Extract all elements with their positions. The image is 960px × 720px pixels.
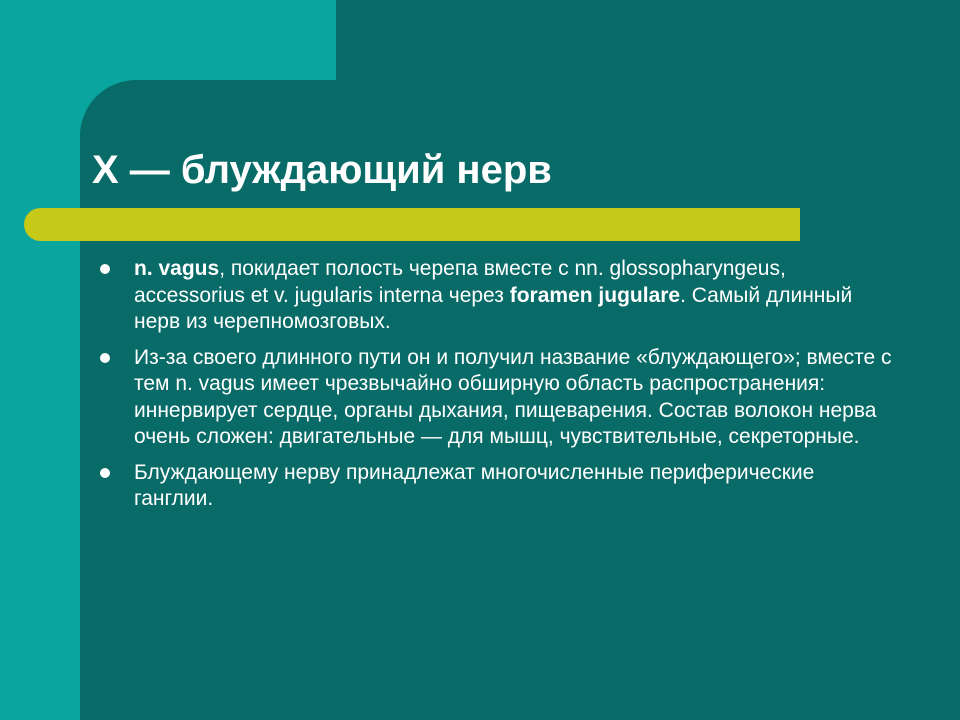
bullet-dot-icon bbox=[100, 264, 110, 274]
bullet-text-bold: n. vagus bbox=[134, 257, 220, 280]
slide-title: X — блуждающий нерв bbox=[92, 148, 552, 192]
bullet-text-part: Из-за своего длинного пути он и получил название «блуждающего»; вместе с тем n. vagus имеет чрезвычайно обширную область распространения: иннервирует сердце, органы дыхания, пищеварения. Состав волокон нерва очень сложен: двигательные — для мышц, чувствительные, секреторные. bbox=[134, 345, 892, 448]
bullet-item bbox=[96, 256, 896, 336]
bullet-item bbox=[96, 345, 896, 451]
bullet-list bbox=[96, 256, 896, 522]
bullet-item bbox=[96, 460, 896, 513]
bullet-text-part: , покидает полость черепа вместе с nn. glossopharyngeus, accessorius et v. jugularis interna через bbox=[134, 257, 786, 307]
title-accent-bar bbox=[24, 208, 800, 241]
bullet-dot-icon bbox=[100, 468, 110, 478]
bullet-text-part: . Самый длинный нерв из черепномозговых. bbox=[134, 283, 853, 333]
background-block-top bbox=[336, 0, 960, 80]
bullet-text-bold: foramen jugulare bbox=[509, 283, 681, 307]
bullet-text-part: Блуждающему нерву принадлежат многочисленные периферические ганглии. bbox=[134, 460, 815, 510]
bullet-dot-icon bbox=[100, 353, 110, 363]
